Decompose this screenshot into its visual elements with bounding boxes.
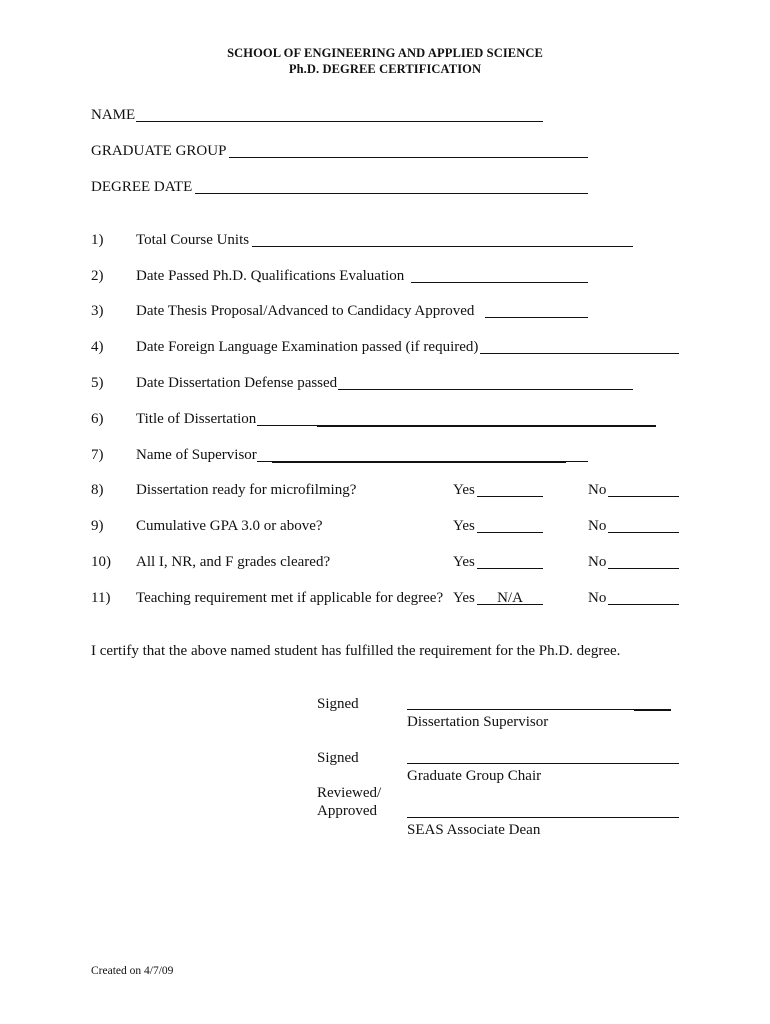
signature-line-tail — [634, 709, 671, 711]
yes-label: Yes — [453, 482, 475, 498]
title-field-lead[interactable] — [257, 425, 317, 426]
item-number: 1) — [91, 232, 104, 248]
certification-statement: I certify that the above named student has fulfilled the requirement for the Ph.D. degree. — [91, 643, 621, 659]
item-number: 3) — [91, 303, 104, 319]
item-label: Date Dissertation Defense passed — [136, 375, 338, 391]
degree-date-label: DEGREE DATE — [91, 179, 193, 195]
no-field[interactable] — [608, 568, 679, 569]
qualifications-date-field[interactable] — [411, 282, 588, 283]
no-label: No — [588, 554, 607, 570]
dissertation-supervisor-label: Dissertation Supervisor — [407, 714, 549, 730]
item-label: Date Foreign Language Examination passed (if required) — [136, 339, 479, 355]
school-title: SCHOOL OF ENGINEERING AND APPLIED SCIENCE — [227, 46, 543, 60]
reviewed-label: Reviewed/ — [317, 785, 382, 801]
no-label: No — [588, 482, 607, 498]
item-number: 6) — [91, 411, 104, 427]
no-field[interactable] — [608, 532, 679, 533]
item-label: Title of Dissertation — [136, 411, 257, 427]
yes-value: N/A — [497, 590, 523, 606]
yes-label: Yes — [453, 554, 475, 570]
item-label: Name of Supervisor — [136, 447, 257, 463]
item-label: Dissertation ready for microfilming? — [136, 482, 357, 498]
item-number: 5) — [91, 375, 104, 391]
no-field[interactable] — [608, 604, 679, 605]
supervisor-name-entry — [272, 461, 566, 463]
defense-date-field[interactable] — [338, 389, 633, 390]
item-number: 10) — [91, 554, 111, 570]
item-number: 8) — [91, 482, 104, 498]
yes-field[interactable] — [477, 532, 543, 533]
item-number: 9) — [91, 518, 104, 534]
name-field[interactable] — [136, 121, 543, 122]
no-field[interactable] — [608, 496, 679, 497]
total-course-units-field[interactable] — [252, 246, 633, 247]
signed-label: Signed — [317, 750, 359, 766]
degree-date-field[interactable] — [195, 193, 588, 194]
item-label: Total Course Units — [136, 232, 250, 248]
yes-field[interactable] — [477, 496, 543, 497]
item-label: Teaching requirement met if applicable for degree? — [136, 590, 444, 606]
yes-label: Yes — [453, 518, 475, 534]
name-label: NAME — [91, 107, 136, 123]
yes-label: Yes — [453, 590, 475, 606]
item-label: Date Passed Ph.D. Qualifications Evaluation — [136, 268, 405, 284]
item-label: All I, NR, and F grades cleared? — [136, 554, 331, 570]
seas-associate-dean-label: SEAS Associate Dean — [407, 822, 541, 838]
item-number: 11) — [91, 590, 111, 606]
item-label: Cumulative GPA 3.0 or above? — [136, 518, 323, 534]
item-number: 2) — [91, 268, 104, 284]
signed-label: Signed — [317, 696, 359, 712]
graduate-group-chair-label: Graduate Group Chair — [407, 768, 542, 784]
associate-dean-signature-field[interactable] — [407, 817, 679, 818]
group-chair-signature-field[interactable] — [407, 763, 679, 764]
graduate-group-field[interactable] — [229, 157, 588, 158]
approved-label: Approved — [317, 803, 377, 819]
graduate-group-label: GRADUATE GROUP — [91, 143, 227, 159]
yes-field[interactable] — [477, 568, 543, 569]
created-date: Created on 4/7/09 — [91, 965, 174, 977]
item-number: 7) — [91, 447, 104, 463]
item-label: Date Thesis Proposal/Advanced to Candidacy Approved — [136, 303, 475, 319]
language-exam-date-field[interactable] — [480, 353, 679, 354]
no-label: No — [588, 518, 607, 534]
candidacy-date-field[interactable] — [485, 317, 588, 318]
dissertation-title-field[interactable] — [317, 425, 656, 427]
item-number: 4) — [91, 339, 104, 355]
no-label: No — [588, 590, 607, 606]
supervisor-signature-field[interactable] — [407, 709, 671, 710]
form-title: Ph.D. DEGREE CERTIFICATION — [288, 62, 482, 76]
